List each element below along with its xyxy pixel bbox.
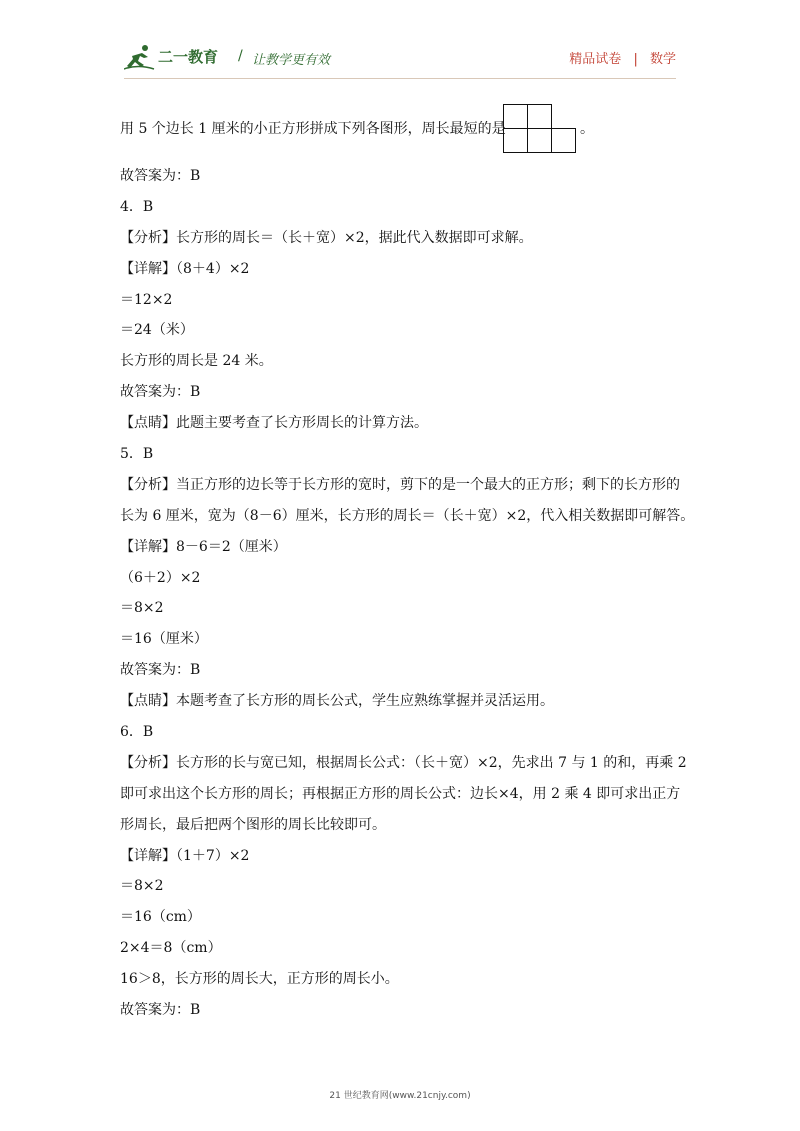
header-separator: | bbox=[633, 52, 638, 67]
answer-line: ＝24（米） bbox=[120, 322, 194, 339]
answer-line: 故答案为：B bbox=[120, 1002, 201, 1019]
answer-line: 2×4＝8（cm） bbox=[120, 940, 222, 957]
slogan-separator: / bbox=[238, 48, 243, 64]
answer-line: 【详解】（8＋4）×2 bbox=[120, 260, 250, 277]
answer-line: 6．B bbox=[120, 724, 154, 741]
header-label: 精品试卷 bbox=[569, 52, 622, 67]
answer-line: 【点睛】本题考查了长方形的周长公式，学生应熟练掌握并灵活运用。 bbox=[120, 693, 554, 710]
intro-end: 。 bbox=[580, 121, 594, 137]
intro-text: 用 5 个边长 1 厘米的小正方形拼成下列各图形，周长最短的是 bbox=[120, 121, 506, 137]
answer-line: 5．B bbox=[120, 446, 154, 463]
answer-line: ＝8×2 bbox=[120, 878, 164, 895]
square-figure bbox=[503, 104, 579, 154]
answer-line: 16＞8，长方形的周长大，正方形的周长小。 bbox=[120, 971, 399, 988]
answer-line: ＝8×2 bbox=[120, 600, 164, 617]
answer-line: 长为 6 厘米，宽为（8－6）厘米，长方形的周长＝（长＋宽）×2，代入相关数据即可解答。 bbox=[120, 507, 695, 524]
logo-text: 二一教育 bbox=[158, 48, 219, 66]
answer-line: 故答案为：B bbox=[120, 662, 201, 679]
answer-line: ＝12×2 bbox=[120, 291, 173, 308]
slogan: 让教学更有效 bbox=[252, 53, 331, 68]
answer-line: 【详解】8－6＝2（厘米） bbox=[120, 538, 287, 555]
answer-line: ＝16（cm） bbox=[120, 909, 201, 926]
page-header bbox=[0, 0, 800, 80]
answer-line: 长方形的周长是 24 米。 bbox=[120, 353, 273, 370]
intro-line bbox=[120, 104, 690, 154]
header-subject: 数学 bbox=[649, 52, 676, 67]
answer-line: 【点睛】此题主要考查了长方形周长的计算方法。 bbox=[120, 415, 428, 432]
answer-content bbox=[120, 104, 695, 1031]
answer-line: 【分析】长方形的长与宽已知，根据周长公式：（长＋宽）×2，先求出 7 与 1 的和，再乘 2 bbox=[120, 754, 687, 771]
answer-line: 【分析】长方形的周长＝（长＋宽）×2，据此代入数据即可求解。 bbox=[120, 229, 533, 246]
page-footer: 21 世纪教育网(www.21cnjy.com) bbox=[329, 1091, 471, 1101]
answer-line: （6＋2）×2 bbox=[120, 569, 201, 586]
answer-line: 故答案为：B bbox=[120, 384, 201, 401]
runner-logo-icon bbox=[124, 44, 156, 72]
answer-line: 即可求出这个长方形的周长；再根据正方形的周长公式：边长×4，用 2 乘 4 即可求出正方 bbox=[120, 785, 681, 802]
answer-line: 【分析】当正方形的边长等于长方形的宽时，剪下的是一个最大的正方形；剩下的长方形的 bbox=[120, 476, 680, 493]
answer-line: ＝16（厘米） bbox=[120, 631, 208, 648]
answer-lines bbox=[120, 166, 695, 1020]
answer-line: 【详解】（1＋7）×2 bbox=[120, 847, 250, 864]
header-right bbox=[569, 48, 676, 67]
answer-line: 形周长，最后把两个图形的周长比较即可。 bbox=[120, 816, 386, 833]
answer-line: 4．B bbox=[120, 198, 154, 215]
header-divider bbox=[124, 78, 676, 79]
answer-line: 故答案为：B bbox=[120, 168, 201, 184]
logo bbox=[124, 44, 234, 74]
